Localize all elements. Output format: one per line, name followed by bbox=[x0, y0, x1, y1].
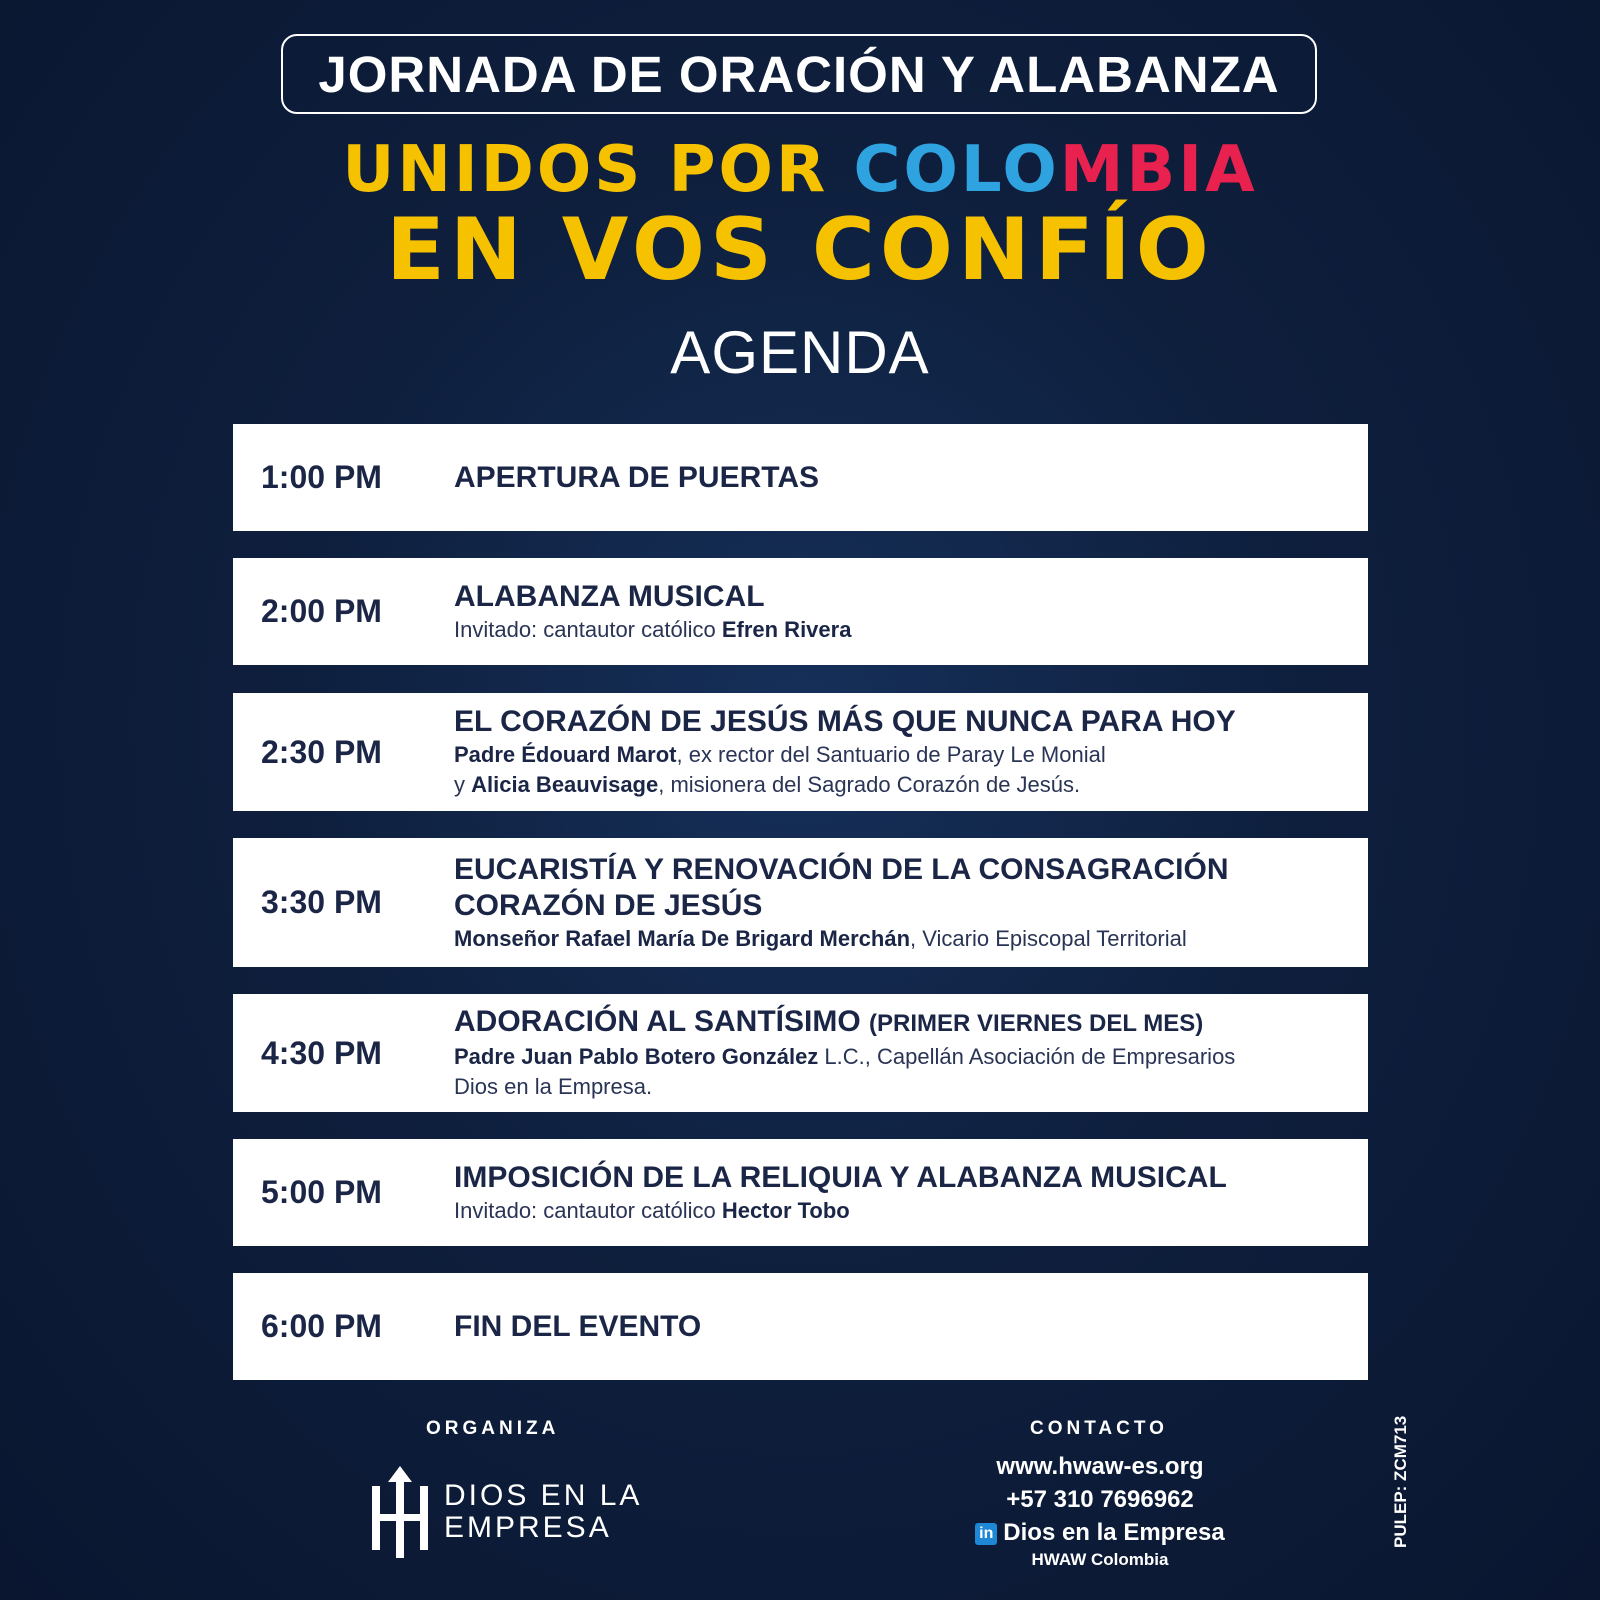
agenda-time: 2:00 PM bbox=[261, 593, 382, 629]
desc-text: , ex rector del Santuario de Paray Le Monial bbox=[676, 742, 1106, 767]
desc-text: Dios en la Empresa. bbox=[454, 1074, 653, 1099]
desc-text: L.C., Capellán Asociación de Empresarios bbox=[818, 1044, 1236, 1069]
agenda-title-text: IMPOSICIÓN DE LA RELIQUIA Y ALABANZA MUSICAL bbox=[454, 1160, 1227, 1194]
agenda-content bbox=[454, 1160, 1368, 1226]
agenda-title-text: APERTURA DE PUERTAS bbox=[454, 460, 820, 494]
phone-number: +57 310 7696962 bbox=[1006, 1486, 1194, 1513]
agenda-time: 5:00 PM bbox=[261, 1174, 382, 1210]
agenda-time: 1:00 PM bbox=[261, 459, 382, 495]
desc-bold: Monseñor Rafael María De Brigard Merchán bbox=[454, 925, 911, 951]
logo-line1: DIOS EN LA bbox=[444, 1479, 643, 1512]
agenda-content bbox=[454, 1004, 1368, 1102]
contact-info bbox=[930, 1450, 1270, 1571]
organiza-label: ORGANIZA bbox=[426, 1418, 560, 1439]
agenda-content bbox=[454, 1309, 1368, 1345]
agenda-row bbox=[233, 838, 1368, 967]
desc-bold: Hector Tobo bbox=[721, 1197, 850, 1223]
agenda-title-text: EUCARISTÍA Y RENOVACIÓN DE LA CONSAGRACIÓN bbox=[454, 852, 1229, 886]
agenda-row bbox=[233, 424, 1368, 531]
agenda-title-text bbox=[454, 1004, 1348, 1042]
agenda-time: 4:30 PM bbox=[261, 1034, 382, 1071]
org-name: HWAW Colombia bbox=[1031, 1550, 1169, 1569]
logo-wordmark bbox=[444, 1480, 642, 1544]
unidos-text: UNIDOS POR bbox=[342, 133, 854, 207]
agenda-content bbox=[454, 704, 1368, 800]
linkedin-label: Dios en la Empresa bbox=[1003, 1519, 1225, 1546]
tagline: EN VOS CONFÍO bbox=[386, 200, 1214, 300]
agenda-row bbox=[233, 1273, 1368, 1380]
unidos-heading bbox=[0, 133, 1600, 207]
agenda-description bbox=[454, 740, 1348, 770]
desc-bold: Alicia Beauvisage bbox=[471, 772, 659, 797]
agenda-title-text: EL CORAZÓN DE JESÚS MÁS QUE NUNCA PARA HOY bbox=[454, 705, 1236, 738]
agenda-description bbox=[454, 770, 1348, 800]
unidos-mbia: MBIA bbox=[1059, 133, 1258, 207]
desc-text: y bbox=[454, 772, 472, 797]
agenda-description bbox=[454, 1072, 1348, 1102]
contacto-label: CONTACTO bbox=[1030, 1418, 1168, 1439]
agenda-description bbox=[454, 1196, 1348, 1226]
pulep-code: PULEP: ZCM713 bbox=[1391, 1415, 1410, 1548]
agenda-description bbox=[454, 615, 1348, 645]
website-link[interactable]: www.hwaw-es.org bbox=[996, 1453, 1204, 1480]
unidos-colo: COLO bbox=[853, 133, 1060, 207]
agenda-row bbox=[233, 693, 1368, 811]
title-note: (PRIMER VIERNES DEL MES) bbox=[869, 1010, 1204, 1037]
agenda-time: 2:30 PM bbox=[261, 733, 382, 770]
title-main: ADORACIÓN AL SANTÍSIMO bbox=[454, 1005, 870, 1038]
agenda-content bbox=[454, 579, 1368, 645]
agenda-row bbox=[233, 1139, 1368, 1246]
agenda-title-text: CORAZÓN DE JESÚS bbox=[454, 888, 763, 922]
dios-en-la-empresa-logo-icon bbox=[370, 1464, 430, 1560]
agenda-row bbox=[233, 558, 1368, 665]
agenda-title: AGENDA bbox=[670, 319, 930, 386]
desc-bold: Efren Rivera bbox=[721, 616, 852, 642]
desc-text: , misionera del Sagrado Corazón de Jesús. bbox=[658, 772, 1081, 797]
logo-line2: EMPRESA bbox=[444, 1511, 612, 1544]
agenda-description bbox=[454, 924, 1348, 954]
agenda-time: 3:30 PM bbox=[261, 884, 382, 920]
agenda-content bbox=[454, 852, 1368, 954]
linkedin-icon: in bbox=[975, 1523, 997, 1545]
linkedin-link[interactable] bbox=[930, 1516, 1270, 1549]
jornada-title: JORNADA DE ORACIÓN Y ALABANZA bbox=[318, 45, 1280, 103]
desc-text: Invitado: cantautor católico bbox=[454, 1197, 722, 1223]
agenda-description bbox=[454, 1042, 1348, 1072]
agenda-content bbox=[454, 460, 1368, 496]
desc-bold: Padre Édouard Marot bbox=[454, 742, 677, 767]
jornada-banner bbox=[281, 34, 1317, 114]
desc-text: , Vicario Episcopal Territorial bbox=[910, 925, 1187, 951]
agenda-title-text: FIN DEL EVENTO bbox=[454, 1309, 702, 1343]
agenda-row bbox=[233, 994, 1368, 1112]
agenda-title-text: ALABANZA MUSICAL bbox=[454, 579, 765, 613]
desc-bold: Padre Juan Pablo Botero González bbox=[454, 1044, 819, 1069]
agenda-time: 6:00 PM bbox=[261, 1308, 382, 1344]
desc-text: Invitado: cantautor católico bbox=[454, 616, 722, 642]
